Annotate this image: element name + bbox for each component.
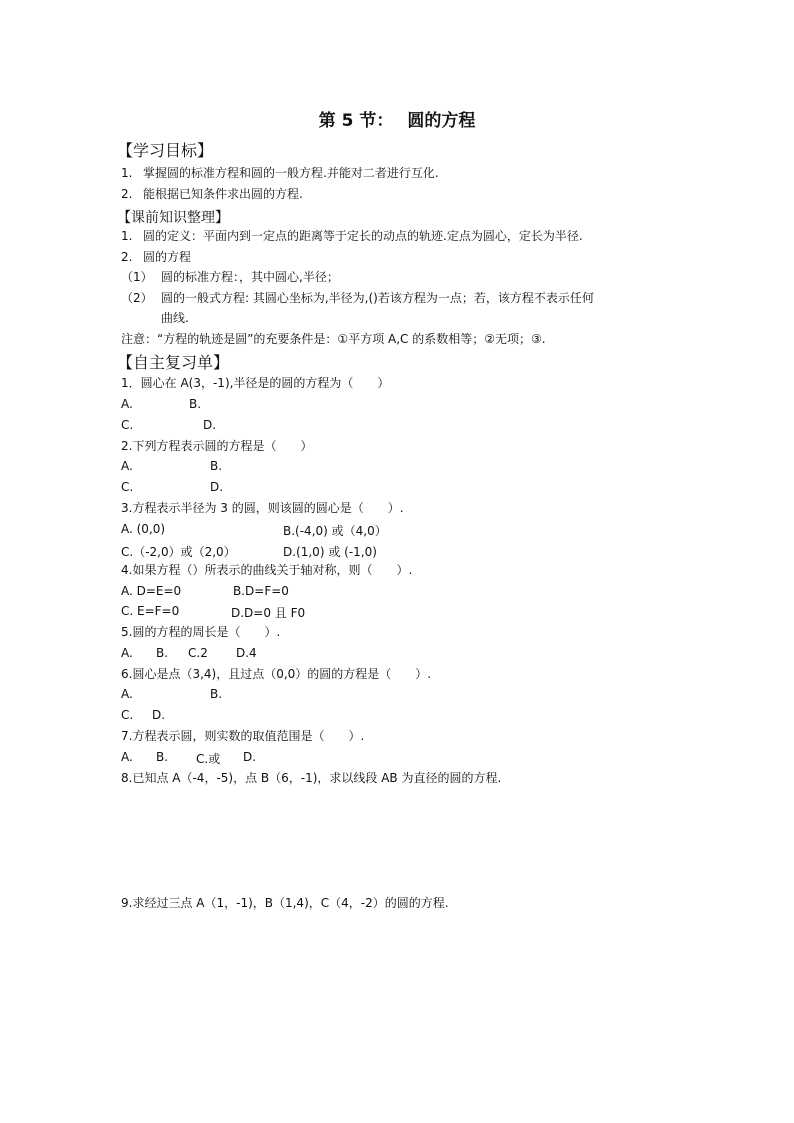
question-stem: 2.下列方程表示圆的方程是（ ） (121, 439, 313, 453)
question-stem: 4.如果方程（）所表示的曲线关于轴对称，则（ ）. (121, 563, 413, 577)
option-a: A. (0,0) (121, 522, 166, 536)
option-d: D.D=0 且 F0 (231, 606, 306, 620)
option-d: D. (203, 418, 217, 432)
option-d: D.(1,0) 或 (-1,0) (283, 545, 377, 559)
option-b: B. (210, 687, 223, 701)
knowledge-item: 1. 圆的定义：平面内到一定点的距离等于定长的动点的轨迹.定点为圆心，定长为半径. (121, 229, 583, 243)
option-b: B.D=F=0 (233, 584, 289, 598)
option-b: B. (156, 750, 169, 764)
option-d: D. (210, 480, 224, 494)
question-stem: 8.已知点 A（-4，-5)，点 B（6，-1)，求以线段 AB 为直径的圆的方程. (121, 771, 502, 785)
option-c: C.或 (196, 752, 221, 766)
option-a: A. (121, 459, 133, 473)
knowledge-heading: 【课前知识整理】 (117, 210, 229, 226)
objective-item: 2. 能根据已知条件求出圆的方程. (121, 187, 303, 201)
option-d: D. (152, 708, 166, 722)
option-d: D.4 (236, 646, 257, 660)
knowledge-note: 注意：“方程的轨迹是圆”的充要条件是：①平方项 A,C 的系数相等；②无项；③. (121, 332, 546, 346)
option-d: D. (243, 750, 257, 764)
option-c: C. E=F=0 (121, 604, 180, 618)
page-title (0, 106, 794, 131)
option-a: A. D=E=0 (121, 584, 182, 598)
option-c: C.（-2,0）或（2,0） (121, 545, 236, 559)
option-b: B. (156, 646, 169, 660)
option-c: C. (121, 418, 134, 432)
knowledge-subitem-cont: 曲线. (161, 311, 189, 325)
option-c: C. (121, 708, 134, 722)
title-section: 第 5 节： (318, 111, 394, 131)
option-b: B. (189, 397, 202, 411)
knowledge-item: 2. 圆的方程 (121, 250, 192, 264)
question-stem: 5.圆的方程的周长是（ ）. (121, 625, 281, 639)
objective-item: 1. 掌握圆的标准方程和圆的一般方程.并能对二者进行互化. (121, 166, 439, 180)
option-c: C. (121, 480, 134, 494)
question-stem: 3.方程表示半径为 3 的圆，则该圆的圆心是（ ）. (121, 501, 404, 515)
option-a: A. (121, 687, 133, 701)
option-b: B.(-4,0) 或（4,0） (283, 524, 387, 538)
knowledge-subitem: （2） 圆的一般式方程: 其圆心坐标为,半径为,()若该方程为一点；若，该方程不表示任何 (121, 291, 594, 305)
question-stem: 7.方程表示圆，则实数的取值范围是（ ）. (121, 729, 365, 743)
option-b: B. (210, 459, 223, 473)
title-name: 圆的方程 (407, 111, 476, 131)
objectives-heading: 【学习目标】 (117, 141, 214, 160)
option-a: A. (121, 397, 133, 411)
question-stem: 1．圆心在 A(3，-1),半径是的圆的方程为（ ） (121, 376, 390, 390)
option-c: C.2 (188, 646, 208, 660)
question-stem: 9.求经过三点 A（1，-1)，B（1,4)，C（4，-2）的圆的方程. (121, 896, 449, 910)
review-heading: 【自主复习单】 (117, 353, 230, 372)
knowledge-subitem: （1） 圆的标准方程：，其中圆心,半径； (121, 270, 339, 284)
option-a: A. (121, 750, 133, 764)
question-stem: 6.圆心是点（3,4)，且过点（0,0）的圆的方程是（ ）. (121, 667, 432, 681)
option-a: A. (121, 646, 133, 660)
